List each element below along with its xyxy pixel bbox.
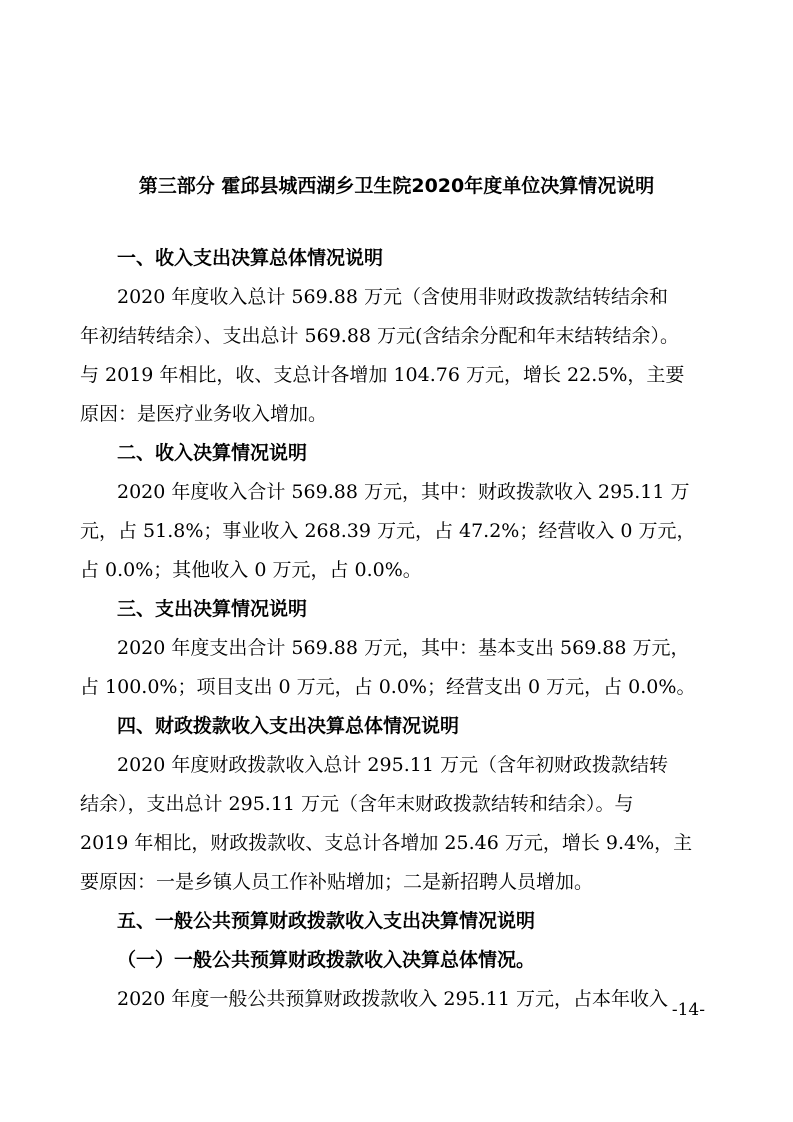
paragraph-line: 2019 年相比，财政拨款收、支总计各增加 25.46 万元，增长 9.4%，主 [80, 832, 693, 854]
section-heading: 五、一般公共预算财政拨款收入支出决算情况说明 [117, 910, 536, 932]
paragraph-line: 2020 年度收入合计 569.88 万元，其中：财政拨款收入 295.11 万 [117, 481, 690, 503]
paragraph-line: 2020 年度支出合计 569.88 万元，其中：基本支出 569.88 万元， [117, 637, 690, 659]
paragraph-line: 原因：是医疗业务收入增加。 [80, 403, 328, 425]
section-heading: 三、支出决算情况说明 [117, 598, 308, 620]
paragraph-line: 要原因：一是乡镇人员工作补贴增加；二是新招聘人员增加。 [80, 871, 594, 893]
section-heading: 一、收入支出决算总体情况说明 [117, 247, 384, 269]
paragraph-line: 占 100.0%；项目支出 0 万元，占 0.0%；经营支出 0 万元，占 0.0%。 [80, 676, 696, 698]
paragraph-line: 与 2019 年相比，收、支总计各增加 104.76 万元，增长 22.5%，主要 [80, 364, 685, 386]
paragraph-line: 结余），支出总计 295.11 万元（含年末财政拨款结转和结余）。与 [80, 793, 634, 815]
paragraph-line: 元，占 51.8%；事业收入 268.39 万元，占 47.2%；经营收入 0 万元， [80, 520, 696, 542]
section-heading: 二、收入决算情况说明 [117, 442, 308, 464]
paragraph-line: 年初结转结余）、支出总计 569.88 万元(含结余分配和年末结转结余）。 [80, 325, 679, 347]
paragraph-line: 2020 年度一般公共预算财政拨款收入 295.11 万元，占本年收入 [117, 988, 668, 1010]
section-heading: 四、财政拨款收入支出决算总体情况说明 [117, 715, 460, 737]
sub-section-heading: （一）一般公共预算财政拨款收入决算总体情况。 [117, 949, 536, 971]
page-title: 第三部分 霍邱县城西湖乡卫生院2020年度单位决算情况说明 [138, 175, 655, 197]
page-number: -14- [671, 1000, 705, 1020]
paragraph-line: 2020 年度收入总计 569.88 万元（含使用非财政拨款结转结余和 [117, 286, 668, 308]
paragraph-line: 占 0.0%；其他收入 0 万元，占 0.0%。 [80, 559, 422, 581]
paragraph-line: 2020 年度财政拨款收入总计 295.11 万元（含年初财政拨款结转 [117, 754, 668, 776]
